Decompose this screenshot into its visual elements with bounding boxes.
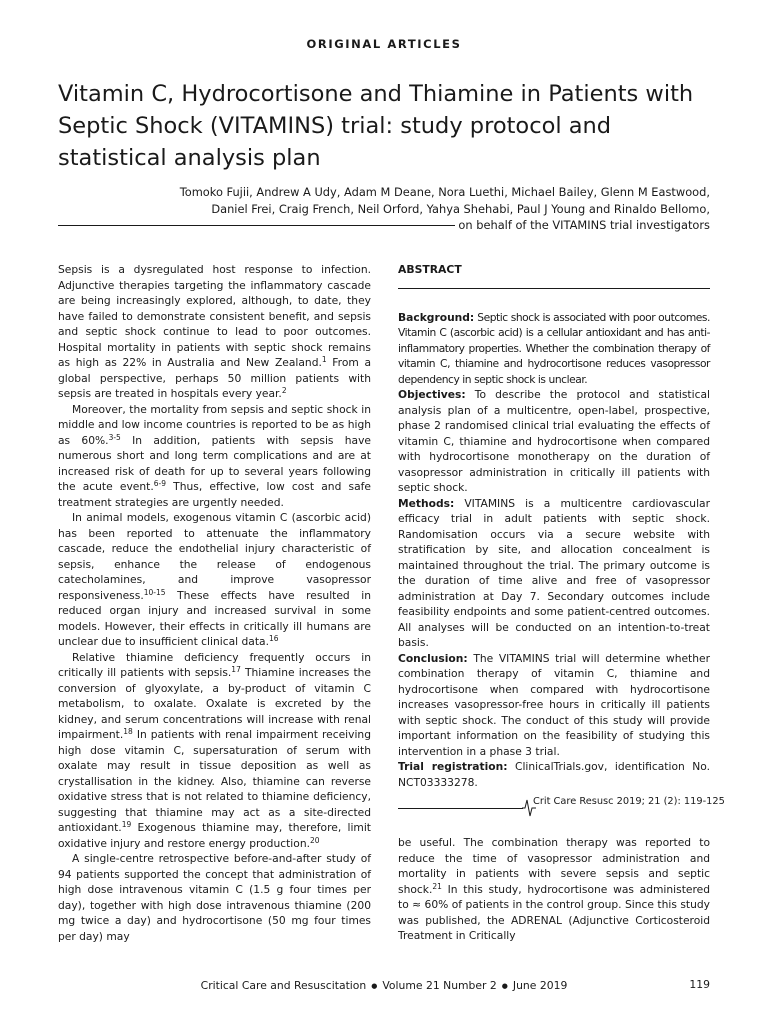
footer-volume: Volume 21 Number 2	[382, 979, 497, 992]
page-footer	[0, 979, 768, 992]
body-paragraph-4: Relative thiamine deficiency frequently occurs in critically ill patients with sepsis.$^{17}$ Thiamine increases the conversion of glyoxylate, a by-product of vitamin C metabolism, to oxalate. Oxalate is excreted by the kidney, and serum concentrations will increase with renal impairment.$^{18}$ In patients with renal impairment receiving high dose vitamin C, supersaturation of serum with oxalate may result in tissue deposition as well as crystallisation in the kidney. Also, thiamine can reverse oxidative stress that is not related to thiamine deficiency, suggesting that thiamine may act as a site-directed antioxidant.$^{19}$ Exogenous thiamine may, therefore, limit oxidative injury and restore energy production.$^{20}$	[58, 650, 371, 850]
body-paragraph-2: Moreover, the mortality from sepsis and septic shock in middle and low income countries is reported to be as high as 60%.$^{3-5}$ In addition, patients with sepsis have numerous short and long term complications and are at increased risk of death for up to several years following the acute event.$^{6-9}$ Thus, effective, low cost and safe treatment strategies are urgently needed.	[58, 402, 372, 509]
body-paragraph-continued: be useful. The combination therapy was reported to reduce the time of vasopressor administration and mortality in patients with severe sepsis and septic shock.$^{21}$ In this study, hydrocortisone was administered to ≈ 60% of patients in the control group. Since this study was published, the ADRENAL (Adjunctive Corticosteroid Treatment in Critically	[398, 836, 710, 942]
footer-journal: Critical Care and Resuscitation	[200, 979, 367, 992]
reference-marker[interactable]: 2	[281, 386, 287, 395]
footer-date: June 2019	[512, 979, 568, 992]
section-label: ORIGINAL ARTICLES	[306, 37, 462, 51]
author-list	[150, 184, 710, 234]
reference-marker[interactable]: 6-9	[153, 479, 166, 488]
abstract-heading: ABSTRACT	[398, 262, 710, 289]
article-title: Vitamin C, Hydrocortisone and Thiamine in Patients with Septic Shock (VITAMINS) trial: study protocol and statistical analysis plan	[58, 81, 694, 171]
bullet-icon: ●	[371, 982, 378, 990]
journal-citation	[398, 795, 725, 817]
reference-marker[interactable]: 19	[121, 820, 132, 829]
abstract-trial-registration: Trial registration: ClinicalTrials.gov, identification No. NCT03333278.	[398, 760, 710, 789]
reference-marker[interactable]: 18	[123, 727, 133, 736]
body-left-column	[58, 262, 371, 944]
reference-marker[interactable]: 16	[268, 634, 279, 643]
abstract-conclusion: Conclusion: The VITAMINS trial will determine whether combination therapy of vitamin C, thiamine and hydrocortisone when compared with hydrocortisone increases vasopressor-free hours in critically ill patients with septic shock. The conduct of this study will provide important information on the feasibility of studying this intervention in a phase 3 trial.	[398, 651, 710, 758]
reference-marker[interactable]: 20	[310, 835, 320, 845]
reference-marker[interactable]: 3-5	[108, 432, 121, 442]
body-paragraph-5: A single-centre retrospective before-and-after study of 94 patients supported the concept that administration of high dose intravenous vitamin C (1.5 g four times per day), together with high dose intravenous thiamine (200 mg twice a day) and hydrocortisone (50 mg four times per day) may	[58, 852, 371, 943]
body-right-column	[398, 835, 710, 944]
citation-rule	[398, 808, 523, 809]
reference-marker[interactable]: 10-15	[143, 587, 166, 597]
reference-marker[interactable]: 17	[231, 665, 241, 674]
authors-line-2: Daniel Frei, Craig French, Neil Orford, Yahya Shehabi, Paul J Young and Rinaldo Bellomo,	[211, 201, 710, 216]
page-number: 119	[689, 978, 710, 991]
citation-text: Crit Care Resusc 2019; 21 (2): 119-125	[533, 796, 725, 807]
abstract-background: Background: Septic shock is associated with poor outcomes. Vitamin C (ascorbic acid) is a cellular antioxidant and has anti-inflammatory properties. Whether the combination therapy of vitamin C, thiamine and hydrocortisone reduces vasopressor dependency in septic shock is unclear.	[398, 310, 710, 386]
reference-marker[interactable]: 1	[321, 355, 327, 364]
body-paragraph-1: Sepsis is a dysregulated host response to infection. Adjunctive therapies targeting the inflammatory cascade are being increasingly explored, although, to date, they have failed to demonstrate consistent benefit, and sepsis and septic shock continue to lead to poor outcomes. Hospital mortality in patients with septic shock remains as high as 22% in Australia and New Zealand.$^1$ From a global perspective, perhaps 50 million patients with sepsis are treated in hospitals every year.$^2$	[58, 263, 371, 400]
abstract-objectives: Objectives: To describe the protocol and statistical analysis plan of a multicentre, open-label, prospective, phase 2 randomised clinical trial evaluating the effects of vitamin C, thiamine and hydrocortisone when compared with hydrocortisone monotherapy on the duration of vasopressor administration in critically ill patients with septic shock.	[398, 388, 710, 494]
authors-divider	[58, 225, 455, 226]
abstract-methods: Methods: VITAMINS is a multicentre cardiovascular efficacy trial in adult patients with septic shock. Randomisation occurs via a secure website with stratification by site, and allocation concealment is maintained throughout the trial. The primary outcome is the duration of time alive and free of vasopressor administration at Day 7. Secondary outcomes include feasibility endpoints and some patient-centred outcomes. All analyses will be conducted on an intention-to-treat basis.	[398, 496, 710, 649]
authors-line-3: on behalf of the VITAMINS trial investigators	[458, 218, 710, 232]
body-paragraph-3: In animal models, exogenous vitamin C (ascorbic acid) has been reported to attenuate the inflammatory cascade, reduce the endothelial injury characteristic of sepsis, enhance the release of endogenous catecholamines, and improve vasopressor responsiveness.$^{10-15}$ These effects have resulted in reduced organ injury and increased survival in some models. However, their effects in critically ill humans are unclear due to insufficient clinical data.$^{16}$	[58, 511, 371, 648]
bullet-icon: ●	[501, 982, 508, 990]
abstract-section	[398, 262, 710, 790]
authors-line-1: Tomoko Fujii, Andrew A Udy, Adam M Deane, Nora Luethi, Michael Bailey, Glenn M Eastwood,	[179, 185, 710, 199]
reference-marker[interactable]: 21	[432, 881, 442, 891]
